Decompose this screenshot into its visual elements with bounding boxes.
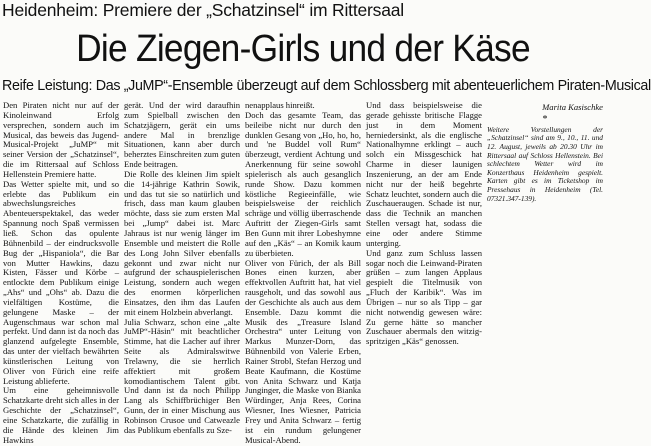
article-headline: Die Ziegen-Girls und der Käse xyxy=(76,28,530,70)
paragraph: Doch das gesamte Team, das beileibe nicht nur durch den dunklen Gesang von „Ho, ho, ho, und 'ne Buddel voll Rum“ überzeugt, verdient Achtung und Anerkennung für seine sowohl spielerisch als auch gesanglich runde Show. Dazu kommen köstliche Regieeinfälle, wie beispielsweise der reichlich schräge und völlig überraschende Auftritt der Ziegen-Girls samt Ben Gunn mit ihrer Lobeshymne auf den „Käs“ – an Komik kaum zu überbieten. xyxy=(245,109,361,258)
author-credit: Marita Kasischke xyxy=(542,102,603,112)
paragraph: Julia Schwarz, schon eine „alte JuMP“-Häsin“ mit beachtlicher Stimme, hat die Lacher auf ihrer Seite als Admiralswitwe Trelawny, die sie herrlich affektiert mit großem komodiantischem Talent gibt. Und dann ist da noch Philipp Lang als Schiffbrüchiger Ben Gunn, der in einer Mischung aus Robinson Crusoe und Catweazle das Publikum ebenfalls zu Sze- xyxy=(124,316,240,435)
paragraph: Oliver von Fürich, der als Bill Bones einen kurzen, aber effektvollen Auftritt hat, hat viel rausgeholt, und das sowohl aus der Geschichte als auch aus dem Ensemble. Dazu kommt die Musik des „Treasure Island Orchestra“ unter Leitung von Markus Munzer-Dorn, das Bühnenbild von Valerie Erben, Rainer Strobl, Stefan Herzog und Beate Kaufmann, die Kostüme von Anita Schwarz und Katja Junginger, die Maske von Bianka Würdinger, Anja Rees, Corina Wiesner, Ines Wiesner, Patricia Frey und Anita Schwarz – fertig ist ein rundum gelungener Musical-Abend. xyxy=(245,257,361,445)
paragraph: nenapplaus hinreißt. xyxy=(245,100,315,110)
separator-star: * xyxy=(542,113,548,125)
paragraph: Die Rolle des kleinen Jim spielt die 14-jährige Kathrin Sowik, und das tut sie so natürlich und frisch, dass man kaum glauben möchte, dass sie zum ersten Mal bei „Jump“ dabei ist. Marc Jahraus ist nur wenig länger im Ensemble und meistert die Rolle des Long John Silver ebenfalls gekonnt und zwar nicht nur aufgrund der schauspielerischen Leistung, sondern auch wegen des enormen körperlichen Einsatzes, den ihm das Laufen mit einem Holzbein abverlangt. xyxy=(124,168,240,317)
article-kicker: Heidenheim: Premiere der „Schatzinsel“ im Rittersaal xyxy=(2,0,404,20)
text-column-3 xyxy=(245,100,361,445)
paragraph: Um eine geheimnisvolle Schatzkarte dreht sich alles in der Geschichte der „Schatzinsel“, eine Schatzkarte, die zufällig in die Hände des kleinen Jim Hawkins xyxy=(3,385,119,445)
paragraph: Und dass beispielsweise die gerade gehisste britische Flagge just in dem Moment herniedersinkt, als die englische Nationalhymne erklingt – auch solch ein Missgeschick hat Charme in dieser launigen Inszenierung, an der am Ende nicht nur der heiß begehrte Schatz leuchtet, sondern auch die Zuschaueraugen. Schade ist nur, dass die Technik an manchen Stellen versagt hat, sodass die eine oder andere Stimme unterging. xyxy=(366,100,482,248)
article-body xyxy=(3,100,603,445)
paragraph: Den Piraten nicht nur auf der Kinoleinwand Erfolg versprechen, sondern auch im Musical, das beweis das Jugend-Musical-Projekt „JuMP“ mit seiner Version der „Schatzinsel“, die im Rittersaal auf Schloss Hellenstein Premiere hatte. xyxy=(3,100,119,179)
paragraph: Und ganz zum Schluss lassen sogar noch die Leinwand-Piraten grüßen – zum langen Applaus gespielt die Titelmusik von „Fluch der Karibik“. Was im Übrigen – nur so als Tipp – gar nicht notwendig gewesen wäre: Zu gerne hätte so mancher Zuschauer abermals den witzig-spritzigen „Käs“ genossen. xyxy=(366,247,482,347)
paragraph: Das Wetter spielte mit, und so erlebte das Publikum ein abwechslungsreiches Abenteuerspektakel, das weder Spannung noch Spaß vermissen ließ. Schon das opulente Bühnenbild – der eindrucksvolle Bug der „Hispaniola“, die Bar von Mutter Hawkins, dazu Kisten, Fässer und Körbe – entlockte dem Publikum einige „Ahs“ und „Ohs“ ab. Dazu die vielfältigen Kostüme, die gelungene Maske – der Augenschmaus war schon mal perfekt. Und dann ist da noch das glanzend aufgelegte Ensemble, das unter der vielfach bewährten künstlerischen Leitung von Oliver von Fürich eine reife Leistung ablieferte. xyxy=(3,178,119,386)
text-column-1 xyxy=(3,100,119,445)
performance-info: Weitere Vorstellungen der „Schatzinsel“ sind am 9., 10., 11. und 12. August, jeweils ab 20.30 Uhr im Rittersaal auf Schloss Hellenstein. Bei schlechtem Wetter wird im Konzerthaus Heidenheim gespielt. Karten gibt es im Ticketshop im Pressehaus in Heidenheim (Tel. 07321.347-139). xyxy=(487,124,603,203)
paragraph: gerät. Und der wird daraufhin zum Spielball zwischen den Schatzjägern, gerät ein ums andere Mal in brenzlige Situationen, kann aber durch beherztes Einschreiten zum guten Ende beitragen. xyxy=(124,100,240,170)
text-column-2 xyxy=(124,101,240,437)
text-column-5 xyxy=(487,101,603,437)
article-subline: Reife Leistung: Das „JuMP“-Ensemble überzeugt auf dem Schlossberg mit abenteuerlichem Piraten-Musical xyxy=(2,78,651,94)
text-column-4 xyxy=(366,101,482,437)
